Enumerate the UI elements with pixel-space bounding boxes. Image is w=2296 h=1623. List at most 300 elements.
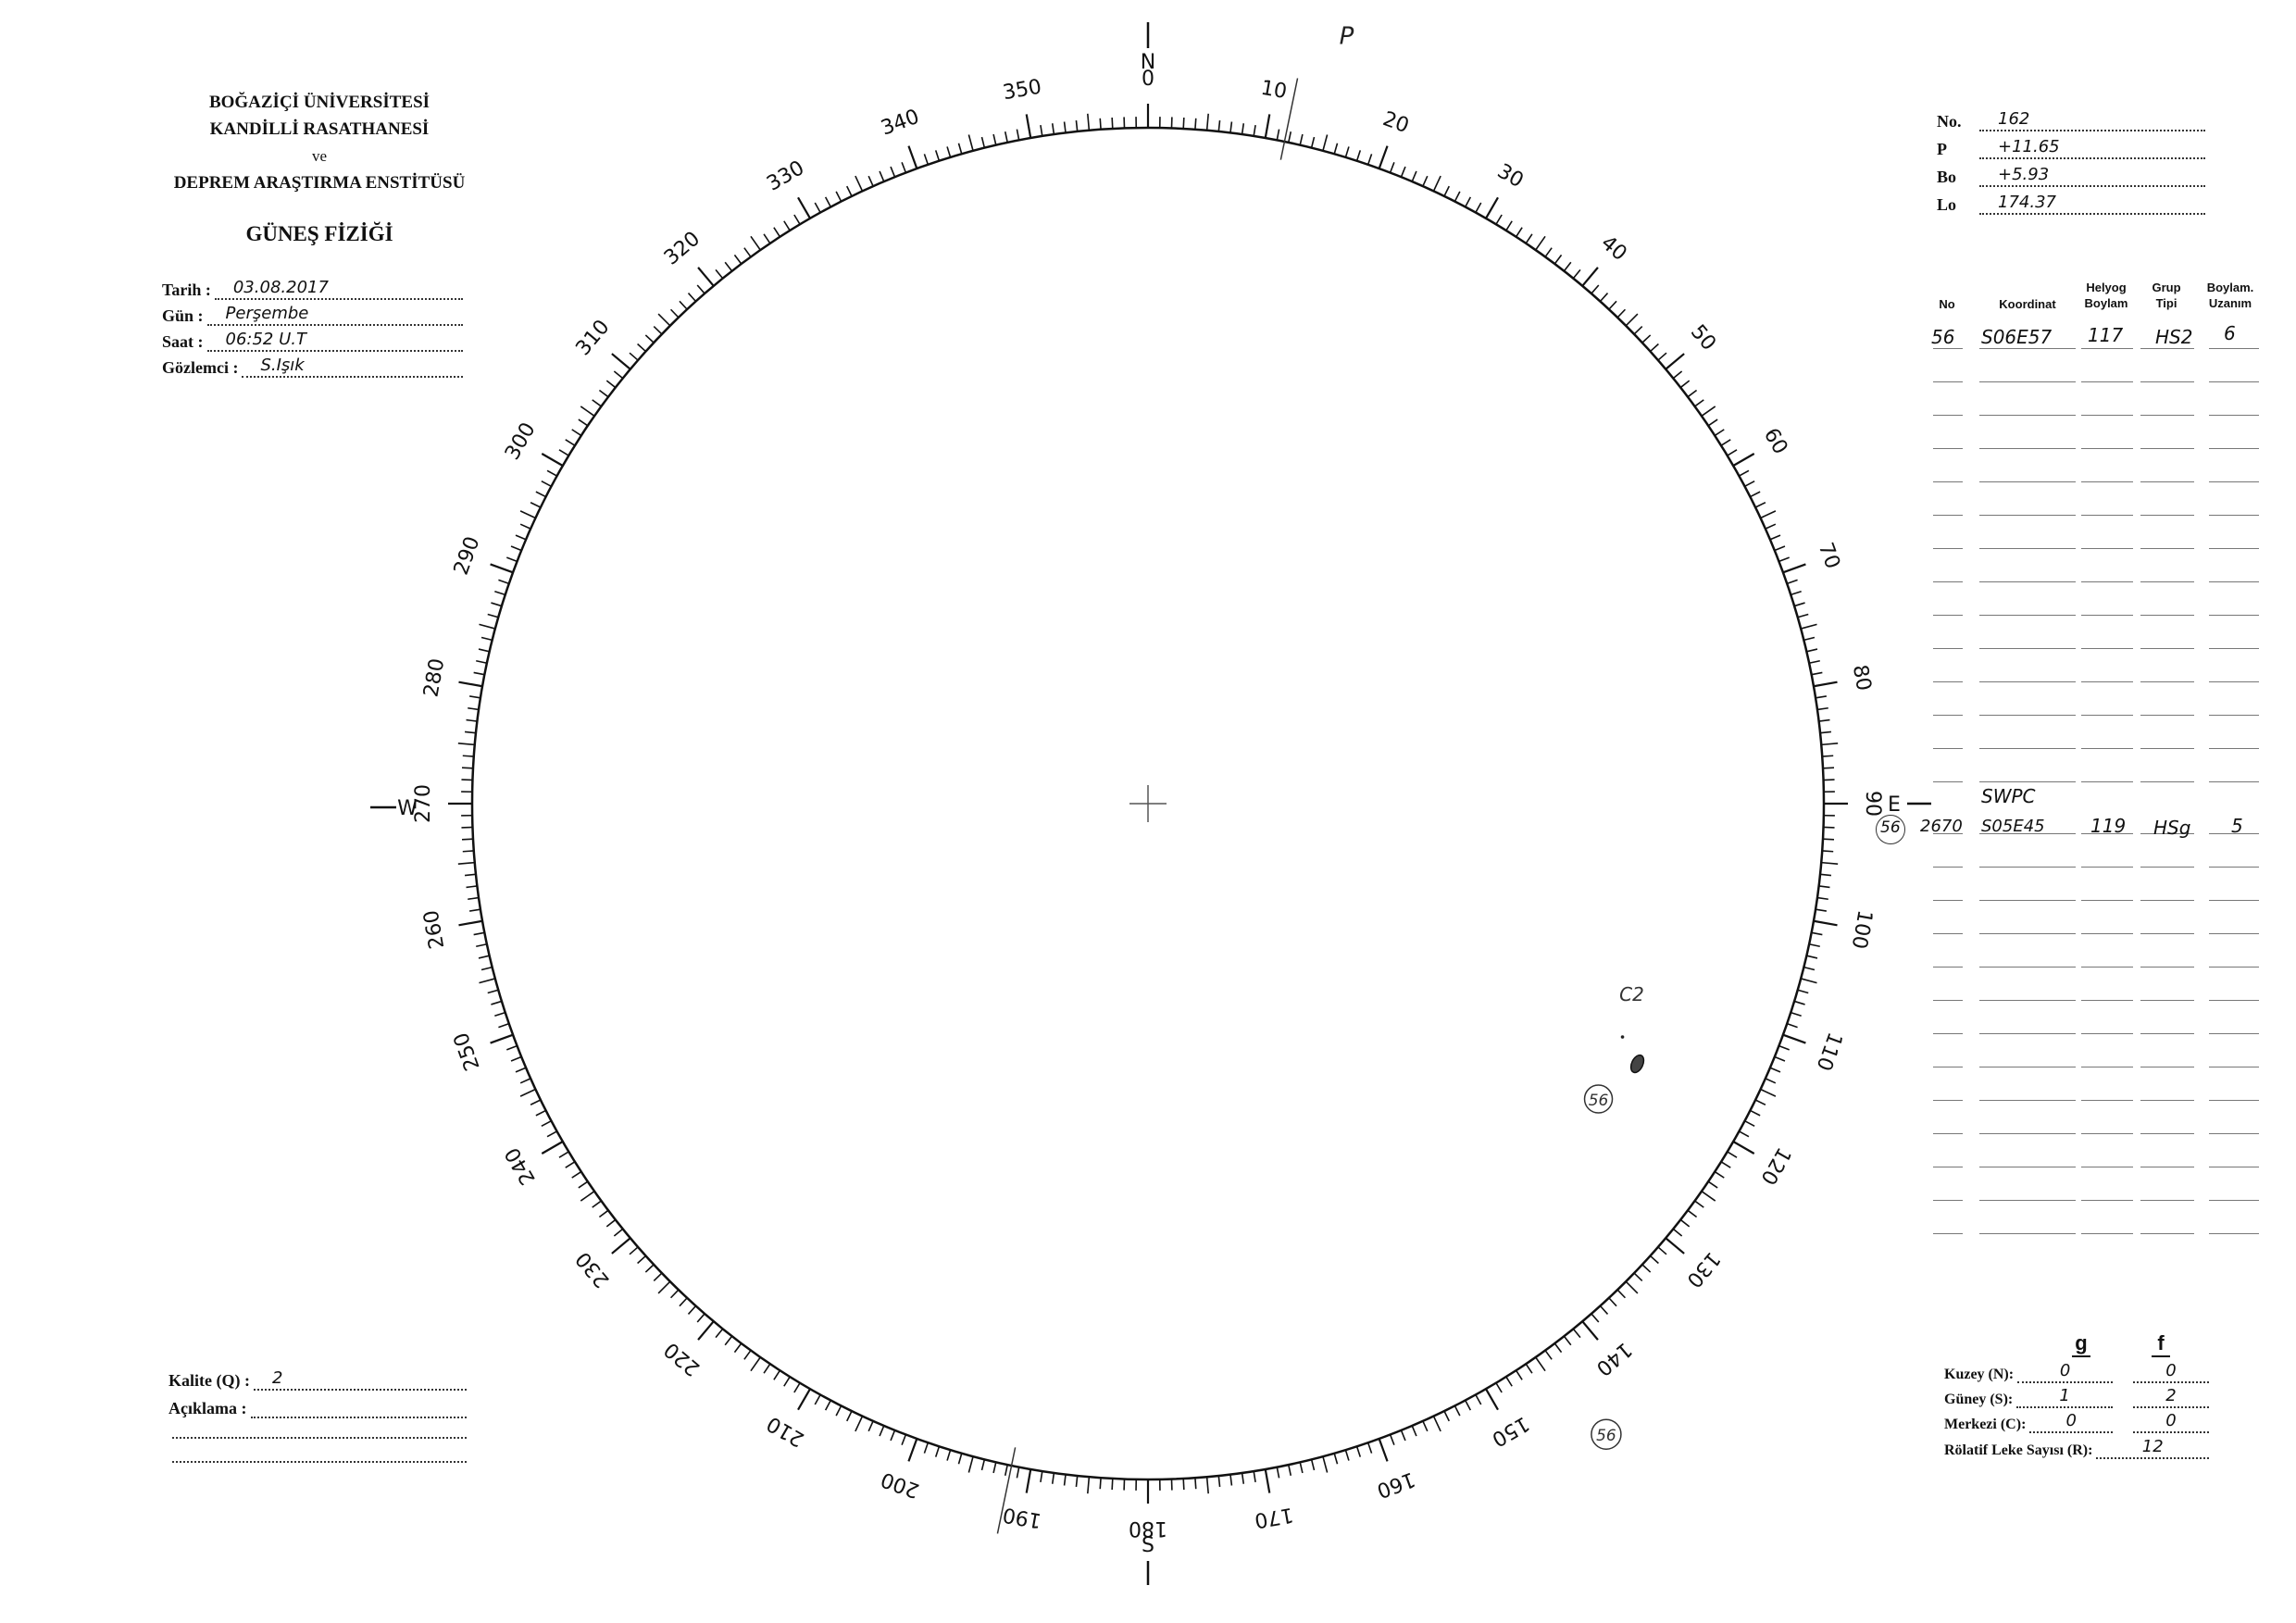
degree-tick [469, 909, 480, 911]
degree-tick [1476, 1394, 1481, 1404]
degree-tick [680, 301, 687, 309]
degree-tick [1819, 720, 1830, 721]
degree-tick [671, 309, 679, 318]
degree-tick [1609, 301, 1616, 309]
degree-tick [1526, 234, 1532, 243]
degree-tick [1476, 203, 1481, 212]
degree-tick [1289, 1465, 1291, 1476]
institution-line-3: ve [311, 147, 328, 165]
degree-tick [1728, 1152, 1737, 1157]
degree-tick [908, 146, 917, 169]
degree-tick [744, 248, 751, 257]
degree-tick [836, 1405, 841, 1416]
degree-tick [1761, 1090, 1776, 1097]
degree-tick [734, 255, 741, 264]
degree-tick [1005, 131, 1007, 143]
merkezi-f-field[interactable] [2129, 1411, 2209, 1433]
degree-tick [599, 1210, 608, 1217]
swpc-koordinat[interactable]: S05E45 [1981, 817, 2045, 836]
degree-tick [1783, 564, 1805, 572]
page-title: GÜNEŞ FİZİĞİ [245, 222, 393, 245]
rolatif-value[interactable]: 12 [2096, 1437, 2209, 1459]
degree-tick [784, 1377, 790, 1386]
degree-tick [1516, 228, 1523, 237]
merkezi-g[interactable]: 0 [2029, 1411, 2113, 1433]
degree-tick [474, 672, 485, 674]
degree-tick [1076, 1476, 1077, 1487]
guney-f[interactable]: 2 [2133, 1386, 2209, 1408]
degree-tick [671, 1290, 679, 1298]
degree-tick [481, 968, 493, 970]
degree-tick [1065, 122, 1066, 133]
swpc-noaa[interactable]: 2670 [1920, 817, 1963, 836]
degree-tick [458, 921, 482, 926]
degree-tick [1745, 481, 1755, 487]
degree-tick [1600, 1305, 1607, 1314]
degree-tick [1817, 708, 1828, 710]
degree-tick [1444, 1411, 1449, 1421]
degree-tick [469, 696, 480, 698]
north-label: N [1140, 51, 1156, 74]
degree-tick [1506, 221, 1512, 231]
group-number: 56 [1588, 1092, 1609, 1111]
degree-tick [1545, 1351, 1552, 1360]
pole-label: P [1339, 22, 1354, 51]
degree-tick [488, 990, 499, 993]
degree-tick [880, 1426, 884, 1436]
degree-label: 40 [1596, 231, 1631, 267]
degree-tick [530, 503, 541, 507]
merkezi-g-field[interactable] [1944, 1411, 2113, 1433]
degree-tick [1266, 1469, 1270, 1493]
degree-tick [462, 839, 473, 840]
degree-tick [826, 1401, 831, 1411]
degree-tick [1027, 1469, 1031, 1493]
degree-tick [1801, 979, 1816, 983]
saat-value[interactable]: 06:52 U.T [207, 330, 464, 352]
degree-label: 170 [1253, 1502, 1295, 1532]
degree-tick [725, 262, 731, 270]
degree-tick [947, 146, 951, 156]
degree-label: 160 [1373, 1467, 1418, 1503]
kuzey-f-field[interactable] [2129, 1361, 2209, 1383]
degree-tick [1721, 440, 1730, 445]
degree-tick [891, 1430, 894, 1441]
degree-tick [520, 511, 535, 518]
degree-tick [1401, 1430, 1404, 1441]
degree-tick [614, 371, 622, 379]
degree-tick [1779, 1046, 1790, 1050]
degree-tick [1357, 1446, 1361, 1456]
degree-tick [1806, 649, 1817, 652]
degree-tick [1708, 1181, 1717, 1188]
degree-tick [1088, 1477, 1090, 1493]
degree-tick [1798, 990, 1809, 993]
degree-tick [1017, 130, 1018, 141]
ephemeris-lo-value[interactable]: 174.37 [1979, 193, 2205, 215]
degree-tick [1300, 1462, 1303, 1473]
degree-tick [481, 637, 493, 640]
degree-tick [1822, 755, 1833, 756]
degree-label: 50 [1685, 320, 1721, 356]
degree-tick [530, 1100, 541, 1105]
degree-tick [1766, 524, 1776, 529]
gun-value[interactable]: Perşembe [207, 304, 463, 326]
guney-g[interactable]: 1 [2016, 1386, 2113, 1408]
kuzey-g[interactable]: 0 [2017, 1361, 2113, 1383]
degree-tick [1454, 192, 1459, 202]
degree-tick [1680, 381, 1689, 387]
degree-label: 310 [571, 315, 615, 361]
group-row-boylam[interactable]: 117 [2088, 324, 2124, 346]
degree-tick [968, 1456, 973, 1472]
degree-tick [465, 731, 476, 732]
degree-tick [1688, 390, 1697, 396]
degree-tick [630, 353, 638, 360]
degree-tick [1823, 839, 1834, 840]
degree-tick [1650, 344, 1658, 352]
edge-marker-number: 56 [1596, 1427, 1616, 1446]
degree-tick [1650, 1255, 1658, 1263]
degree-label: 140 [1591, 1337, 1637, 1380]
degree-tick [1688, 1210, 1697, 1217]
degree-tick [936, 1446, 940, 1456]
rolatif-label: Rölatif Leke Sayısı (R): [1944, 1442, 2093, 1458]
degree-tick [1673, 1229, 1681, 1236]
west-label: W [397, 797, 418, 820]
degree-tick [1444, 186, 1449, 196]
degree-label: 90 [1861, 791, 1884, 817]
degree-tick [1573, 269, 1580, 278]
degree-tick [1680, 1219, 1689, 1226]
degree-tick [1600, 293, 1607, 302]
degree-tick [1658, 1247, 1666, 1255]
degree-label: 330 [763, 156, 809, 196]
degree-tick [1412, 171, 1416, 181]
gozlemci-value[interactable]: S.Işık [242, 356, 463, 378]
degree-tick [520, 1090, 535, 1097]
degree-tick [479, 624, 494, 629]
degree-tick [1617, 1290, 1625, 1298]
degree-tick [716, 269, 723, 278]
degree-tick [815, 1394, 820, 1404]
degree-tick [536, 492, 546, 496]
degree-tick [826, 197, 831, 207]
degree-tick [1739, 470, 1748, 476]
degree-tick [794, 1383, 800, 1392]
degree-tick [1634, 1273, 1642, 1280]
degree-label: 60 [1758, 424, 1792, 459]
degree-tick [542, 1142, 563, 1154]
degree-tick [1554, 1343, 1561, 1353]
degree-tick [1816, 909, 1827, 911]
degree-tick [580, 406, 594, 416]
degree-tick [902, 1435, 905, 1445]
degree-tick [1626, 314, 1638, 326]
degree-tick [744, 1351, 751, 1360]
degree-tick [1794, 603, 1804, 606]
table-header-grup-tipi: Grup Tipi [2152, 281, 2181, 310]
degree-label: 280 [419, 656, 450, 699]
degree-tick [1005, 1465, 1007, 1476]
swpc-tip[interactable]: HSg [2153, 817, 2191, 839]
degree-tick [1242, 1473, 1244, 1484]
degree-tick [1673, 371, 1681, 379]
degree-tick [1323, 134, 1328, 150]
degree-tick [1564, 1336, 1570, 1344]
degree-tick [1434, 1417, 1441, 1431]
center-cross [1129, 785, 1167, 822]
degree-tick [1466, 1401, 1471, 1411]
degree-tick [542, 1121, 552, 1127]
degree-tick [463, 755, 474, 756]
degree-tick [491, 1001, 501, 1005]
kalite-value[interactable]: 2 [254, 1368, 467, 1391]
aciklama-value[interactable] [251, 1396, 468, 1418]
degree-tick [936, 150, 940, 160]
degree-tick [1761, 511, 1776, 518]
ephemeris-bo-value[interactable]: +5.93 [1979, 165, 2205, 187]
degree-tick [1803, 637, 1815, 640]
degree-tick [1634, 327, 1642, 334]
degree-tick [572, 1172, 581, 1179]
degree-label: 220 [659, 1337, 705, 1380]
degree-tick [630, 1247, 638, 1255]
degree-tick [1666, 354, 1684, 369]
kuzey-f[interactable]: 0 [2133, 1361, 2209, 1383]
group-row-uzanim[interactable]: 6 [2224, 322, 2236, 344]
degree-label: 350 [1001, 75, 1043, 106]
degree-tick [1230, 122, 1231, 133]
aciklama-label: Açıklama : [168, 1399, 247, 1417]
degree-tick [1695, 400, 1704, 406]
degree-tick [1207, 114, 1209, 131]
tarih-label: Tarih : [162, 281, 211, 299]
kuzey-g-field[interactable] [1944, 1361, 2113, 1383]
ephemeris-lo-label: Lo [1937, 195, 1957, 214]
degree-tick [593, 1201, 602, 1207]
degree-tick [1733, 1142, 1754, 1154]
degree-tick [1112, 118, 1113, 129]
degree-tick [1506, 1377, 1512, 1386]
rolatif-field[interactable] [1944, 1437, 2209, 1459]
degree-tick [1798, 614, 1809, 617]
merkezi-label: Merkezi (C): [1944, 1417, 2027, 1432]
sunspot-pore [1621, 1035, 1625, 1039]
degree-tick [1733, 454, 1754, 466]
degree-tick [1770, 535, 1780, 540]
degree-tick [658, 1281, 670, 1293]
degree-tick [1041, 125, 1042, 136]
guney-label: Güney (S): [1944, 1392, 2014, 1407]
degree-tick [1277, 1467, 1279, 1479]
ephemeris-p-label: P [1937, 140, 1947, 158]
guney-g-field[interactable] [1944, 1386, 2113, 1408]
degree-tick [815, 203, 820, 212]
degree-tick [1545, 248, 1552, 257]
degree-tick [494, 1013, 505, 1017]
degree-tick [1821, 863, 1838, 865]
degree-tick [1434, 176, 1441, 191]
degree-tick [1391, 162, 1394, 172]
degree-label: 120 [1755, 1142, 1795, 1189]
degree-tick [1814, 921, 1838, 926]
degree-tick [458, 682, 482, 687]
degree-tick [516, 535, 526, 540]
degree-tick [498, 580, 508, 583]
degree-tick [506, 557, 517, 561]
degree-label: 240 [501, 1142, 541, 1189]
table-header-no: No [1939, 297, 1955, 311]
degree-tick [1076, 120, 1077, 131]
degree-tick [697, 1314, 705, 1322]
degree-tick [1609, 1298, 1616, 1306]
degree-tick [1791, 1013, 1801, 1017]
institution-line-2: KANDİLLİ RASATHANESİ [209, 119, 430, 139]
institution-line-1: BOĞAZİÇİ ÜNİVERSİTESİ [208, 93, 430, 112]
degree-tick [1230, 1475, 1231, 1486]
degree-tick [1755, 1100, 1766, 1105]
degree-label: 340 [878, 105, 923, 141]
degree-tick [698, 1321, 714, 1340]
degree-tick [924, 1442, 928, 1453]
degree-tick [559, 1152, 568, 1157]
degree-tick [1658, 353, 1666, 360]
degree-tick [1423, 1421, 1428, 1431]
degree-tick [968, 134, 973, 150]
degree-tick [1809, 661, 1820, 663]
tarih-value[interactable]: 03.08.2017 [215, 278, 463, 300]
degree-tick [725, 1336, 731, 1344]
degree-tick [506, 1046, 517, 1050]
degree-tick [1391, 1435, 1394, 1445]
group-row-tip[interactable]: HS2 [2155, 326, 2193, 348]
degree-tick [1065, 1475, 1066, 1486]
degree-tick [1496, 215, 1502, 224]
pole-axis [997, 23, 1354, 1534]
ephemeris-p-value[interactable]: +11.65 [1979, 137, 2205, 159]
degree-tick [1368, 154, 1372, 164]
degree-tick [1591, 285, 1599, 293]
swpc-label: SWPC [1981, 785, 2036, 807]
degree-tick [599, 390, 608, 396]
degree-label: 130 [1681, 1246, 1725, 1292]
degree-tick [467, 720, 478, 721]
degree-tick [494, 592, 505, 595]
degree-tick [1041, 1471, 1042, 1482]
institution-line-4: DEPREM ARAŞTIRMA ENSTİTÜSÜ [173, 173, 466, 193]
degree-tick [1642, 1265, 1651, 1272]
degree-tick [958, 144, 961, 155]
ephemeris-no-value[interactable]: 162 [1979, 109, 2205, 131]
degree-tick [847, 1411, 852, 1421]
degree-tick [458, 743, 475, 745]
degree-label: 150 [1487, 1411, 1533, 1451]
aciklama-field[interactable] [168, 1396, 467, 1418]
degree-tick [593, 400, 602, 406]
degree-tick [981, 1459, 984, 1470]
kuzey-label: Kuzey (N): [1944, 1367, 2015, 1382]
group-row-no[interactable]: 56 [1931, 326, 1955, 348]
degree-tick [993, 1462, 996, 1473]
degree-tick [1112, 1479, 1113, 1490]
table-header-boylam: Helyog Boylam [2084, 281, 2128, 310]
degree-tick [491, 564, 513, 572]
degree-tick [1787, 1024, 1797, 1028]
guney-f-field[interactable] [2129, 1386, 2209, 1408]
degree-tick [1750, 1110, 1760, 1115]
degree-tick [488, 614, 499, 617]
degree-tick [947, 1450, 951, 1460]
degree-tick [680, 1298, 687, 1306]
degree-label: 210 [763, 1411, 809, 1451]
degree-tick [1820, 731, 1831, 732]
degree-tick [847, 186, 852, 196]
degree-tick [902, 162, 905, 172]
degree-label: 30 [1492, 159, 1528, 194]
degree-tick [1312, 137, 1315, 148]
kalite-label: Kalite (Q) : [168, 1371, 250, 1390]
degree-tick [463, 851, 474, 852]
aciklama-line-3 [172, 1461, 467, 1463]
degree-tick [1100, 119, 1101, 130]
degree-tick [1642, 335, 1651, 343]
degree-tick [1770, 1067, 1780, 1072]
degree-tick [1750, 492, 1760, 496]
degree-tick [1721, 1162, 1730, 1167]
degree-tick [734, 1343, 741, 1353]
swpc-uzanim[interactable]: 5 [2231, 815, 2243, 837]
degree-tick [491, 603, 501, 606]
degree-tick [1454, 1405, 1459, 1416]
degree-tick [1277, 130, 1279, 141]
degree-tick [1739, 1131, 1748, 1137]
degree-tick [751, 236, 760, 250]
degree-tick [1775, 1056, 1785, 1060]
table-header-koordinat: Koordinat [1999, 297, 2056, 311]
swpc-boylam[interactable]: 119 [2090, 815, 2127, 837]
degree-tick [542, 481, 552, 487]
degree-tick [1100, 1478, 1101, 1489]
merkezi-f[interactable]: 0 [2133, 1411, 2209, 1433]
degree-tick [1183, 118, 1184, 129]
degree-tick [547, 1131, 556, 1137]
degree-tick [516, 1067, 526, 1072]
degree-tick [689, 293, 696, 302]
degree-tick [476, 944, 487, 946]
degree-label: 320 [659, 227, 705, 270]
swpc-no[interactable]: 56 [1880, 818, 1901, 837]
group-row-koordinat[interactable]: S06E57 [1981, 326, 2053, 348]
degree-tick [1423, 176, 1428, 186]
degree-tick [1573, 1329, 1580, 1337]
degree-tick [855, 1417, 863, 1431]
degree-tick [1626, 1281, 1638, 1293]
degree-tick [1183, 1479, 1184, 1490]
degree-tick [1708, 419, 1717, 426]
degree-tick [1819, 886, 1830, 887]
degree-tick [798, 1389, 810, 1410]
degree-tick [774, 228, 780, 237]
aciklama-line-2 [172, 1437, 467, 1439]
degree-tick [606, 1219, 615, 1226]
degree-label: 100 [1846, 908, 1877, 951]
kalite-field[interactable] [168, 1368, 467, 1391]
degree-tick [1775, 546, 1785, 550]
degree-tick [1357, 150, 1361, 160]
degree-tick [1801, 624, 1816, 629]
degree-tick [1794, 1001, 1804, 1005]
